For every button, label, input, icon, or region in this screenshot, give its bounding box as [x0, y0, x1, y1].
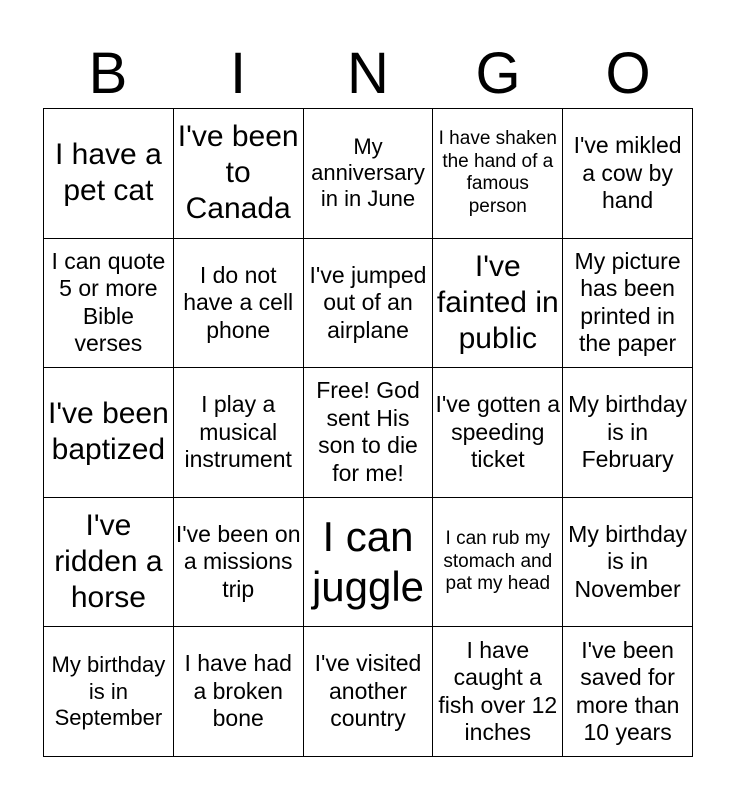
cell-text: I have shaken the hand of a famous person [438, 127, 557, 218]
bingo-cell[interactable] [433, 109, 563, 239]
cell-text: I play a musical instrument [184, 391, 292, 473]
cell-text: I have a pet cat [55, 138, 162, 208]
bingo-cell[interactable] [174, 627, 304, 757]
cell-text: I've fainted in public [436, 249, 559, 355]
cell-text: I've mikled a cow by hand [573, 131, 682, 214]
bingo-cell[interactable] [563, 239, 693, 369]
bingo-cell[interactable] [44, 239, 174, 369]
bingo-cell[interactable] [304, 109, 434, 239]
bingo-cell[interactable] [563, 498, 693, 628]
cell-text: I do not have a cell phone [183, 261, 294, 343]
cell-text: I've been baptized [47, 397, 169, 467]
cell-text: Free! God sent His son to die for me! [316, 377, 420, 487]
bingo-cell[interactable] [304, 627, 434, 757]
bingo-cell[interactable] [433, 368, 563, 498]
bingo-cell[interactable] [563, 627, 693, 757]
bingo-cell[interactable] [44, 368, 174, 498]
bingo-cell[interactable] [304, 239, 434, 369]
bingo-cell[interactable] [44, 498, 174, 628]
bingo-cell[interactable] [174, 498, 304, 628]
bingo-cell[interactable] [44, 627, 174, 757]
bingo-board [43, 108, 693, 757]
bingo-cell[interactable] [433, 239, 563, 369]
header-letter-i: I [229, 41, 247, 106]
cell-text: I can juggle [311, 512, 425, 611]
cell-text: I've been on a missions trip [175, 520, 301, 602]
cell-text: My birthday is in November [568, 520, 688, 602]
bingo-free-space[interactable] [304, 368, 434, 498]
header-letter-n: N [347, 41, 389, 106]
cell-text: I have caught a fish over 12 inches [438, 636, 558, 746]
bingo-cell[interactable] [174, 368, 304, 498]
header-letter-g: G [475, 41, 521, 106]
cell-text: My picture has been printed in the paper [574, 247, 681, 357]
cell-text: I can rub my stomach and pat my head [443, 527, 553, 595]
bingo-cell[interactable] [433, 498, 563, 628]
bingo-cell[interactable] [174, 239, 304, 369]
bingo-cell[interactable] [44, 109, 174, 239]
bingo-cell[interactable] [563, 109, 693, 239]
cell-text: I've visited another country [314, 650, 422, 732]
cell-text: My birthday is in September [51, 652, 166, 730]
bingo-cell[interactable] [174, 109, 304, 239]
cell-text: My anniversary in in June [311, 133, 425, 212]
cell-text: I can quote 5 or more Bible verses [51, 247, 166, 357]
bingo-header [43, 40, 693, 108]
cell-text: I've been to Canada [177, 120, 299, 226]
bingo-cell[interactable] [433, 627, 563, 757]
cell-text: I've jumped out of an airplane [309, 261, 427, 343]
cell-text: I've ridden a horse [54, 509, 163, 615]
cell-text: I have had a broken bone [184, 650, 292, 732]
header-letter-o: O [605, 41, 651, 106]
header-letter-b: B [88, 41, 128, 106]
cell-text: I've been saved for more than 10 years [575, 636, 680, 746]
cell-text: I've gotten a speeding ticket [435, 391, 561, 473]
bingo-cell[interactable] [304, 498, 434, 628]
cell-text: My birthday is in February [568, 391, 688, 473]
bingo-cell[interactable] [563, 368, 693, 498]
